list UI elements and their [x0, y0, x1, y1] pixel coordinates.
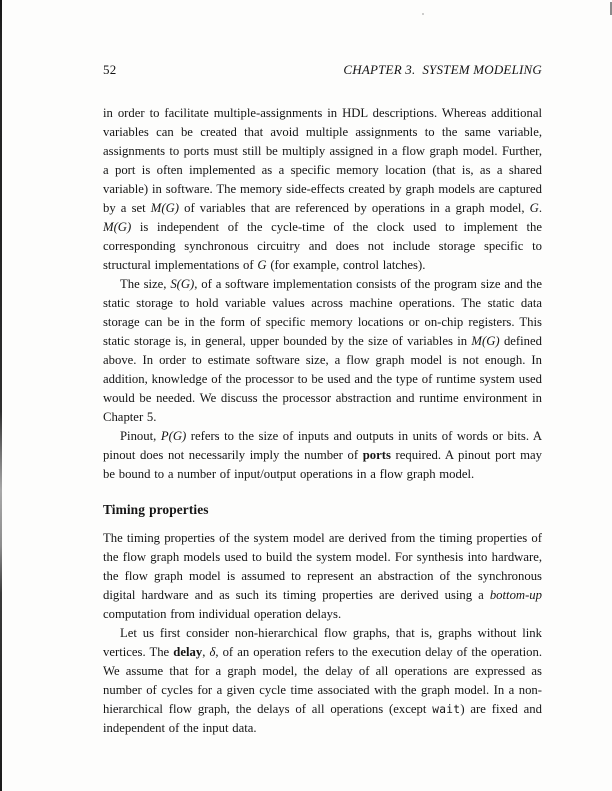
text-run-math: δ [209, 645, 216, 659]
page-number: 52 [103, 62, 117, 77]
text-run-math: M(G) [150, 201, 179, 215]
text-run: refers to the size of inputs and outputs in units of words or bits. A pinout does not necessarily imply the number of [103, 429, 542, 462]
page-body [103, 104, 542, 738]
text-run-math: G [529, 201, 539, 215]
text-run-math: S(G) [170, 277, 195, 291]
left-edge-scan-shadow [0, 0, 2, 791]
text-run: Let us first consider non-hierarchical flow graphs, that is, graphs without link vertices. The [103, 626, 542, 659]
text-run-bold: ports [362, 448, 391, 462]
paragraph-4 [103, 529, 542, 624]
paragraph-3 [103, 427, 542, 484]
text-run: , of a software implementation consists of the program size and the static storage to hold variable values across machine operations. The static data storage can be in the form of specific memory locations or on-chip registers. This static storage is, in general, upper bounded by the size of variables in [103, 277, 542, 348]
text-run: . [538, 201, 543, 215]
paragraph-1 [103, 104, 542, 275]
text-run: (for example, control latches). [266, 258, 426, 272]
text-run: required. A pinout port may be bound to a number of input/output operations in a flow graph model. [103, 448, 542, 481]
text-run-math: M(G) [471, 334, 500, 348]
text-run-math: P(G) [160, 429, 187, 443]
text-run: in order to facilitate multiple-assignments in HDL descriptions. Whereas additional variables can be created that avoid multiple assignments to the same variable, assignments to ports must still be multiply assigned in a flow graph model. Further, a port is often implemented as a specific memory location (that is, as a shared variable) in software. The memory side-effects created by graph models are captured by a set [103, 106, 542, 215]
section-heading: Timing properties [103, 502, 209, 517]
text-run: defined above. In order to estimate software size, a flow graph model is not enough. In addition, knowledge of the processor to be used and the type of runtime system used would be needed. We discuss the processor abstraction and runtime environment in Chapter 5. [103, 334, 542, 424]
text-run: , of an operation refers to the execution delay of the operation. We assume that for a graph model, the delay of all operations are expressed as number of cycles for a given cycle time associated with the graph model. In a non-hierarchical flow graph, the delays of all operations (except [103, 645, 542, 716]
running-header [103, 62, 542, 78]
page-content [103, 62, 542, 738]
scan-speck [422, 13, 424, 15]
text-run-bold: delay [173, 645, 203, 659]
text-run-italic: bottom-up [489, 588, 542, 602]
text-run: Pinout, [120, 429, 161, 443]
text-run: The timing properties of the system model are derived from the timing properties of the flow graph models used to build the system model. For synthesis into hardware, the flow graph model is assumed to represent an abstraction of the synchronous digital hardware and as such its timing properties are derived using a [103, 531, 542, 602]
text-run: , [202, 645, 210, 659]
text-run: of variables that are referenced by operations in a graph model, [178, 201, 530, 215]
text-run: computation from individual operation delays. [103, 607, 342, 621]
text-run: The size, [120, 277, 171, 291]
text-run-math: G [257, 258, 267, 272]
text-run-math: M(G) [103, 220, 132, 234]
text-run: ) are fixed and independent of the input data. [103, 702, 542, 735]
chapter-title: CHAPTER 3. SYSTEM MODELING [343, 62, 542, 77]
paragraph-5 [103, 624, 542, 738]
text-run-mono: wait [432, 703, 461, 716]
paragraph-2 [103, 275, 542, 427]
text-run: is independent of the cycle-time of the clock used to implement the corresponding synchronous circuitry and does not include storage specific to structural implementations of [103, 220, 542, 272]
